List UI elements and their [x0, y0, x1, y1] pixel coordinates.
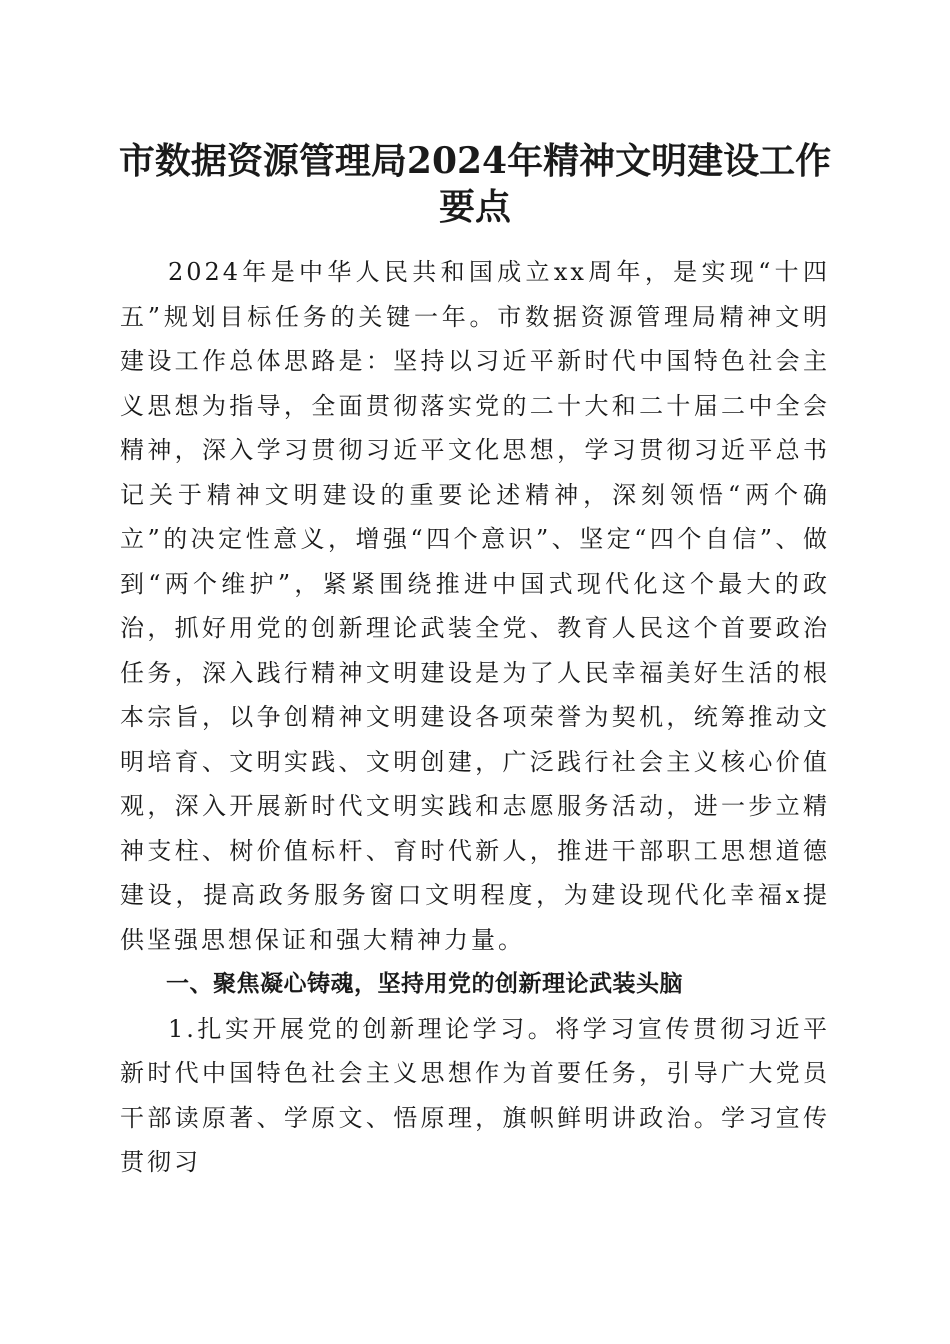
section-1-item-1: 1.扎实开展党的创新理论学习。将学习宣传贯彻习近平新时代中国特色社会主义思想作为首要任务，引导广大党员干部读原著、学原文、悟原理，旗帜鲜明讲政治。学习宣传贯彻习: [120, 1014, 830, 1176]
document-body: [120, 250, 830, 1185]
document-title: 市数据资源管理局2024年精神文明建设工作要点: [118, 140, 832, 228]
section-heading-1: 一、聚焦凝心铸魂，坚持用党的创新理论武装头脑: [166, 971, 683, 997]
intro-paragraph: 2024年是中华人民共和国成立xx周年，是实现“十四五”规划目标任务的关键一年。市数据资源管理局精神文明建设工作总体思路是：坚持以习近平新时代中国特色社会主义思想为指导，全面贯彻落实党的二十大和二十届二中全会精神，深入学习贯彻习近平文化思想，学习贯彻习近平总书记关于精神文明建设的重要论述精神，深刻领悟“两个确立”的决定性意义，增强“四个意识”、坚定“四个自信”、做到“两个维护”，紧紧围绕推进中国式现代化这个最大的政治，抓好用党的创新理论武装全党、教育人民这个首要政治任务，深入践行精神文明建设是为了人民幸福美好生活的根本宗旨，以争创精神文明建设各项荣誉为契机，统筹推动文明培育、文明实践、文明创建，广泛践行社会主义核心价值观，深入开展新时代文明实践和志愿服务活动，进一步立精神支柱、树价值标杆、育时代新人，推进干部职工思想道德建设，提高政务服务窗口文明程度，为建设现代化幸福x提供坚强思想保证和强大精神力量。: [120, 258, 830, 954]
